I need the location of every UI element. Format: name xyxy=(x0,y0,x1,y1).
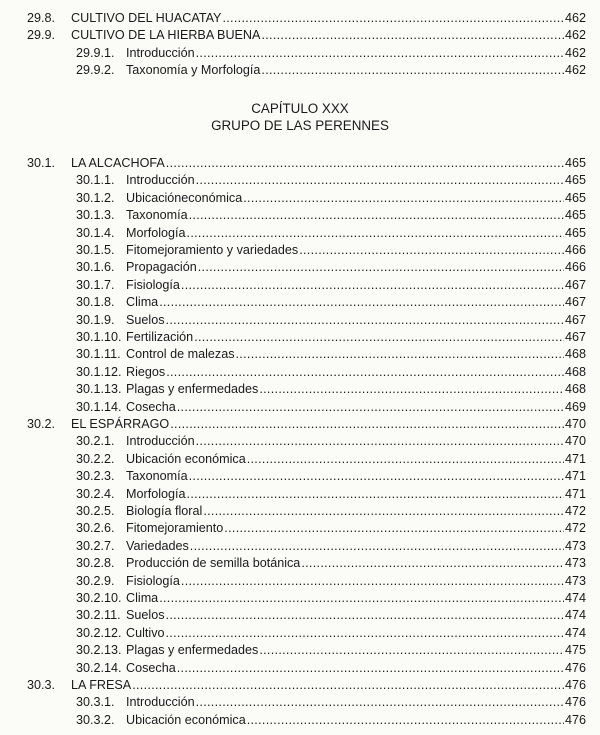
toc-subsection-entry xyxy=(76,538,586,555)
entry-number: 30.2. xyxy=(27,417,56,431)
entry-number: 30.1.4. xyxy=(76,225,115,240)
dot-leader xyxy=(261,62,564,79)
dot-leader xyxy=(196,433,564,450)
toc-subsection-entry xyxy=(76,694,586,711)
entry-title: CULTIVO DEL HUACATAY xyxy=(71,11,222,25)
dot-leader xyxy=(203,503,564,520)
dot-leader xyxy=(196,45,564,62)
entry-number: 29.9.1. xyxy=(76,45,115,60)
dot-leader xyxy=(187,486,564,503)
entry-page-number: 466 xyxy=(564,243,586,257)
entry-number: 30.1.1. xyxy=(76,173,115,188)
entry-number: 30.1.10. xyxy=(76,330,122,344)
toc-subsection-entry xyxy=(76,573,586,590)
chapter-label: CAPÍTULO XXX xyxy=(251,101,349,116)
entry-number: 30.2.10. xyxy=(76,591,122,605)
toc-section-entry xyxy=(27,416,586,433)
entry-page-number: 474 xyxy=(564,625,586,640)
entry-number: 29.8. xyxy=(27,11,56,25)
entry-title: LA ALCACHOFA xyxy=(71,156,165,170)
dot-leader xyxy=(198,259,564,276)
toc-subsection-entry xyxy=(76,399,586,416)
entry-number: 30.2.4. xyxy=(76,486,115,501)
entry-page-number: 472 xyxy=(564,504,586,518)
entry-title: Fertilización xyxy=(126,330,194,344)
toc-subsection-entry xyxy=(76,62,586,79)
entry-number: 30.1.11. xyxy=(76,347,121,362)
dot-leader xyxy=(259,642,564,659)
entry-number: 30.1.8. xyxy=(76,295,115,310)
entry-title: Taxonomía xyxy=(126,469,188,484)
toc-subsection-entry xyxy=(76,451,586,468)
entry-title: EL ESPÁRRAGO xyxy=(71,417,170,431)
toc-subsection-entry xyxy=(76,259,586,276)
dot-leader xyxy=(170,416,564,433)
dot-leader xyxy=(261,27,564,44)
dot-leader xyxy=(196,172,564,189)
toc-section-entry xyxy=(27,27,586,44)
toc-subsection-entry xyxy=(76,364,586,381)
entry-number: 30.2.8. xyxy=(76,556,115,571)
entry-number: 30.2.7. xyxy=(76,538,115,553)
toc-section-entry xyxy=(27,10,586,27)
entry-number: 30.2.5. xyxy=(76,504,115,518)
entry-number: 30.2.2. xyxy=(76,451,115,466)
entry-title: Ubicación económica xyxy=(126,451,246,466)
entry-title: Producción de semilla botánica xyxy=(126,556,301,571)
entry-number: 30.2.13. xyxy=(76,643,122,658)
entry-number: 30.1.5. xyxy=(76,243,115,257)
dot-leader xyxy=(159,590,564,607)
dot-leader xyxy=(187,225,564,242)
entry-number: 30.2.12. xyxy=(76,625,122,640)
entry-page-number: 476 xyxy=(564,712,586,727)
toc-section-entry xyxy=(27,155,586,172)
entry-number: 30.2.3. xyxy=(76,469,115,484)
toc-subsection-entry xyxy=(76,520,586,537)
toc-subsection-entry xyxy=(76,486,586,503)
entry-number: 30.2.9. xyxy=(76,573,115,588)
entry-page-number: 471 xyxy=(564,486,586,501)
dot-leader xyxy=(189,468,564,485)
entry-page-number: 466 xyxy=(564,260,586,275)
dot-leader xyxy=(181,277,564,294)
dot-leader xyxy=(189,207,564,224)
dot-leader xyxy=(224,520,564,537)
entry-title: Riegos xyxy=(126,364,166,379)
entry-page-number: 476 xyxy=(564,660,586,675)
entry-number: 29.9. xyxy=(27,28,56,43)
entry-page-number: 473 xyxy=(564,538,586,553)
entry-title: Suelos xyxy=(126,608,165,623)
entry-title: Fisiología xyxy=(126,277,180,292)
dot-leader xyxy=(194,329,564,346)
entry-page-number: 470 xyxy=(564,434,586,449)
dot-leader xyxy=(166,625,564,642)
toc-subsection-entry xyxy=(76,381,586,398)
dot-leader xyxy=(177,399,564,416)
entry-title: Variedades xyxy=(126,538,189,553)
dot-leader xyxy=(181,573,564,590)
entry-number: 30.1. xyxy=(27,156,56,170)
entry-number: 30.1.3. xyxy=(76,208,115,223)
entry-title: CULTIVO DE LA HIERBA BUENA xyxy=(71,28,261,43)
entry-number: 30.1.6. xyxy=(76,260,115,275)
toc-subsection-entry xyxy=(76,555,586,572)
dot-leader xyxy=(259,381,564,398)
entry-page-number: 474 xyxy=(564,608,586,623)
entry-title: Taxonomía xyxy=(126,208,188,223)
chapter-title: GRUPO DE LAS PERENNES xyxy=(211,118,389,133)
entry-title: Cosecha xyxy=(126,660,176,675)
entry-page-number: 462 xyxy=(564,11,586,25)
entry-title: Fitomejoramiento y variedades xyxy=(126,243,299,257)
entry-number: 30.2.1. xyxy=(76,434,115,449)
toc-subsection-entry xyxy=(76,312,586,329)
entry-title: Biología floral xyxy=(126,504,203,518)
entry-page-number: 472 xyxy=(564,521,586,536)
entry-title: Introducción xyxy=(126,434,195,449)
dot-leader xyxy=(166,607,564,624)
entry-page-number: 473 xyxy=(564,556,586,571)
dot-leader xyxy=(166,312,564,329)
toc-subsection-entry xyxy=(76,190,586,207)
dot-leader xyxy=(177,660,564,677)
entry-number: 29.9.2. xyxy=(76,63,115,78)
toc-subsection-entry xyxy=(76,294,586,311)
entry-number: 30.2.11. xyxy=(76,608,121,623)
dot-leader xyxy=(247,712,564,729)
entry-number: 30.1.2. xyxy=(76,190,115,205)
entry-page-number: 468 xyxy=(564,347,586,362)
toc-subsection-entry xyxy=(76,242,586,259)
entry-page-number: 462 xyxy=(564,63,586,78)
toc-subsection-entry xyxy=(76,329,586,346)
entry-title: Control de malezas xyxy=(126,347,235,362)
entry-page-number: 462 xyxy=(564,28,586,43)
entry-title: Plagas y enfermedades xyxy=(126,382,259,397)
dot-leader xyxy=(132,677,564,694)
toc-subsection-entry xyxy=(76,590,586,607)
dot-leader xyxy=(301,555,564,572)
toc-subsection-entry xyxy=(76,625,586,642)
entry-title: Taxonomía y Morfología xyxy=(126,63,261,78)
entry-title: Morfología xyxy=(126,486,186,501)
entry-number: 30.2.14. xyxy=(76,660,122,675)
entry-page-number: 476 xyxy=(564,695,586,710)
toc-subsection-entry xyxy=(76,503,586,520)
entry-title: Propagación xyxy=(126,260,197,275)
entry-title: Introducción xyxy=(126,173,195,188)
toc-section-entry xyxy=(27,677,586,694)
entry-title: Plagas y enfermedades xyxy=(126,643,259,658)
entry-title: Ubicacióneconómica xyxy=(126,190,243,205)
entry-title: Fisiología xyxy=(126,573,180,588)
toc-subsection-entry xyxy=(76,607,586,624)
entry-page-number: 469 xyxy=(564,399,586,414)
entry-title: Introducción xyxy=(126,45,195,60)
entry-page-number: 465 xyxy=(564,208,586,223)
entry-page-number: 476 xyxy=(564,678,586,692)
entry-page-number: 473 xyxy=(564,573,586,588)
toc-subsection-entry xyxy=(76,45,586,62)
entry-page-number: 462 xyxy=(564,45,586,60)
dot-leader xyxy=(243,190,564,207)
entry-page-number: 465 xyxy=(564,190,586,205)
entry-page-number: 468 xyxy=(564,364,586,379)
entry-page-number: 467 xyxy=(564,295,586,310)
entry-page-number: 465 xyxy=(564,225,586,240)
entry-number: 30.3.1. xyxy=(76,695,115,710)
toc-subsection-entry xyxy=(76,433,586,450)
dot-leader xyxy=(299,242,564,259)
toc-subsection-entry xyxy=(76,207,586,224)
toc-subsection-entry xyxy=(76,277,586,294)
toc-subsection-entry xyxy=(76,468,586,485)
entry-title: Fitomejoramiento xyxy=(126,521,224,536)
toc-subsection-entry xyxy=(76,660,586,677)
toc-subsection-entry xyxy=(76,346,586,363)
dot-leader xyxy=(166,364,564,381)
entry-page-number: 465 xyxy=(564,173,586,188)
toc-subsection-entry xyxy=(76,712,586,729)
entry-title: LA FRESA xyxy=(71,678,132,692)
entry-number: 30.1.12. xyxy=(76,364,122,379)
entry-page-number: 467 xyxy=(564,330,586,344)
entry-number: 30.1.9. xyxy=(76,312,115,327)
dot-leader xyxy=(247,451,564,468)
entry-page-number: 474 xyxy=(564,591,586,605)
entry-title: Cultivo xyxy=(126,625,165,640)
entry-title: Morfología xyxy=(126,225,186,240)
dot-leader xyxy=(222,10,564,27)
entry-page-number: 475 xyxy=(564,643,586,658)
dot-leader xyxy=(190,538,564,555)
dot-leader xyxy=(166,155,564,172)
entry-number: 30.3. xyxy=(27,678,56,692)
entry-title: Clima xyxy=(126,295,159,310)
dot-leader xyxy=(236,346,564,363)
entry-title: Suelos xyxy=(126,312,165,327)
entry-page-number: 468 xyxy=(564,382,586,397)
dot-leader xyxy=(159,294,564,311)
entry-page-number: 471 xyxy=(564,451,586,466)
entry-number: 30.2.6. xyxy=(76,521,115,536)
entry-title: Clima xyxy=(126,591,159,605)
entry-title: Introducción xyxy=(126,695,195,710)
entry-page-number: 470 xyxy=(564,417,586,431)
entry-title: Ubicación económica xyxy=(126,712,246,727)
entry-page-number: 467 xyxy=(564,277,586,292)
entry-number: 30.1.14. xyxy=(76,399,122,414)
dot-leader xyxy=(196,694,564,711)
toc-subsection-entry xyxy=(76,172,586,189)
entry-page-number: 465 xyxy=(564,156,586,170)
entry-number: 30.1.13. xyxy=(76,382,122,397)
entry-number: 30.3.2. xyxy=(76,712,115,727)
entry-page-number: 471 xyxy=(564,469,586,484)
entry-page-number: 467 xyxy=(564,312,586,327)
toc-subsection-entry xyxy=(76,642,586,659)
entry-number: 30.1.7. xyxy=(76,277,115,292)
entry-title: Cosecha xyxy=(126,399,176,414)
toc-subsection-entry xyxy=(76,225,586,242)
